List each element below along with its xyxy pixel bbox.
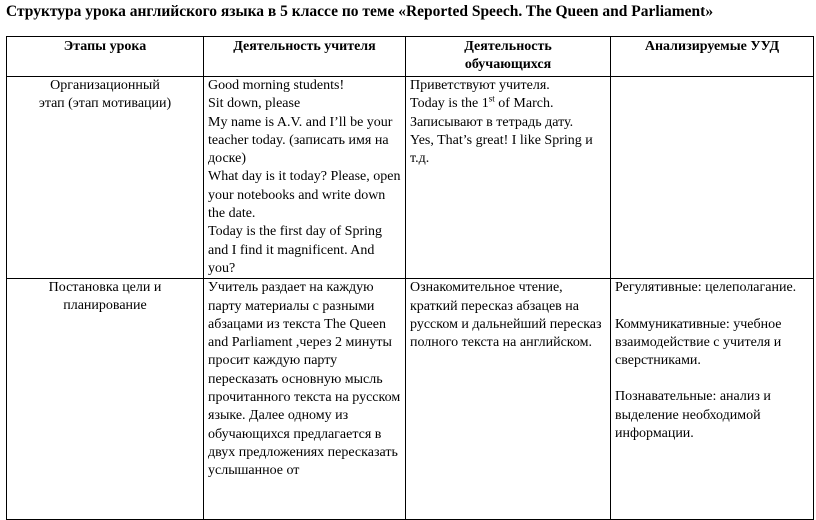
table-row <box>7 279 814 520</box>
teacher-line: My name is A.V. and I’ll be your teacher today. (записать имя на доске) <box>208 114 393 167</box>
date-suffix: of March. <box>494 96 554 112</box>
table-header-row <box>7 37 814 77</box>
date-superscript: st <box>488 93 495 104</box>
header-uud: Анализируемые УУД <box>611 37 814 77</box>
uud-communicative: Коммуникативные: учебное взаимодействие с учителя и сверстниками. <box>615 316 782 369</box>
table-row <box>7 77 814 279</box>
student-line: Приветствуют учителя. <box>410 78 550 93</box>
header-student-activity: Деятельность обучающихся <box>406 37 611 77</box>
teacher-line: Good morning students! <box>208 78 345 93</box>
student-line: Yes, That’s great! I like Spring и т.д. <box>410 132 593 167</box>
teacher-line: Sit down, please <box>208 96 301 112</box>
document-title: Структура урока английского языка в 5 классе по теме «Reported Speech. The Queen and Parliament» <box>6 3 714 20</box>
teacher-line: Today is the first day of Spring and I find it magnificent. And you? <box>208 224 382 276</box>
student-line-date <box>410 95 606 113</box>
student-activity-cell <box>406 279 611 520</box>
teacher-activity-cell <box>204 279 406 520</box>
teacher-line: What day is it today? Please, open your notebooks and write down the date. <box>208 169 401 222</box>
header-stages: Этапы урока <box>7 37 204 77</box>
uud-cell <box>611 77 814 279</box>
student-activity-cell <box>406 77 611 279</box>
lesson-structure-table <box>6 36 814 520</box>
stage-cell: Организационный этап (этап мотивации) <box>7 77 204 279</box>
student-text: Ознакомительное чтение, краткий пересказ абзацев на русском и дальнейший пересказ полного текста на английском. <box>410 280 602 351</box>
uud-cell <box>611 279 814 520</box>
uud-cognitive: Познавательные: анализ и выделение необходимой информации. <box>615 389 771 442</box>
student-line: Записывают в тетрадь дату. <box>410 114 574 130</box>
teacher-line: Учитель раздает на каждую парту материалы с разными абзацами из текста The Queen and Parliament ,через 2 минуты просит каждую парту пересказать основную мысль прочитанного текста на русском языке. Далее одному из обучающихся предлагается в двух предложениях пересказать услышанное от <box>208 280 401 479</box>
teacher-activity-cell <box>204 77 406 279</box>
date-prefix: Today is the 1 <box>410 96 489 112</box>
uud-regulatory: Регулятивные: целеполагание. <box>615 280 797 296</box>
stage-cell: Постановка цели и планирование <box>7 279 204 520</box>
header-teacher-activity: Деятельность учителя <box>204 37 406 77</box>
